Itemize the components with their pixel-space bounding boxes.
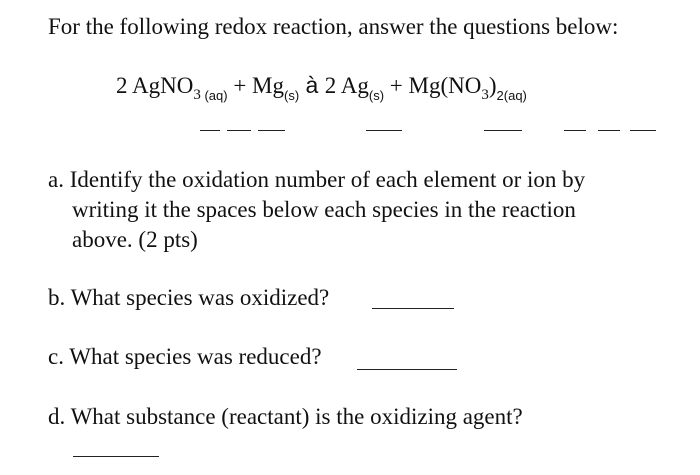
magnesium-nitrate-state: 2(aq) (496, 88, 527, 103)
blank-magnesium-nitrate-n[interactable] (598, 130, 620, 131)
blank-silver-nitrate-n[interactable] (227, 130, 251, 131)
blank-silver-nitrate-ag[interactable] (200, 130, 220, 131)
reaction-arrow: à (299, 72, 325, 98)
magnesium-nitrate-formula: Mg(NO (408, 73, 482, 98)
silver-formula: Ag (340, 73, 369, 98)
question-a-line-1: a. Identify the oxidation number of each element or ion by (48, 167, 586, 192)
magnesium-formula: Mg (252, 73, 284, 98)
redox-reaction-equation (116, 70, 527, 104)
question-d: d. What substance (reactant) is the oxidizing agent? (48, 404, 523, 429)
silver-nitrate-state: (aq) (200, 88, 228, 103)
question-a-line-3: above. (2 pts) (72, 227, 198, 252)
magnesium-nitrate-subscript: 3 (481, 87, 489, 103)
answer-blank-d[interactable] (73, 456, 159, 457)
magnesium-nitrate-close-paren: ) (488, 73, 497, 98)
plus-sign-reactants: + (227, 73, 253, 98)
question-c: c. What species was reduced? (48, 344, 322, 369)
coefficient-silver-nitrate: 2 (116, 73, 132, 98)
question-b: b. What species was oxidized? (48, 285, 330, 310)
answer-blank-c[interactable] (357, 369, 457, 370)
silver-nitrate-subscript: 3 (193, 87, 201, 103)
blank-magnesium-nitrate-mg[interactable] (564, 130, 586, 131)
magnesium-state: (s) (284, 88, 300, 103)
silver-nitrate-formula: AgNO (131, 73, 194, 98)
blank-silver[interactable] (484, 130, 522, 131)
blank-magnesium-nitrate-o[interactable] (630, 130, 656, 131)
blank-silver-nitrate-o[interactable] (258, 130, 285, 131)
coefficient-silver: 2 (324, 73, 341, 98)
question-a-line-2: writing it the spaces below each species in the reaction (72, 197, 576, 222)
answer-blank-b[interactable] (372, 308, 454, 309)
blank-magnesium[interactable] (366, 130, 402, 131)
plus-sign-products: + (384, 73, 409, 98)
silver-state: (s) (368, 88, 385, 103)
instruction-text: For the following redox reaction, answer the questions below: (48, 14, 619, 39)
